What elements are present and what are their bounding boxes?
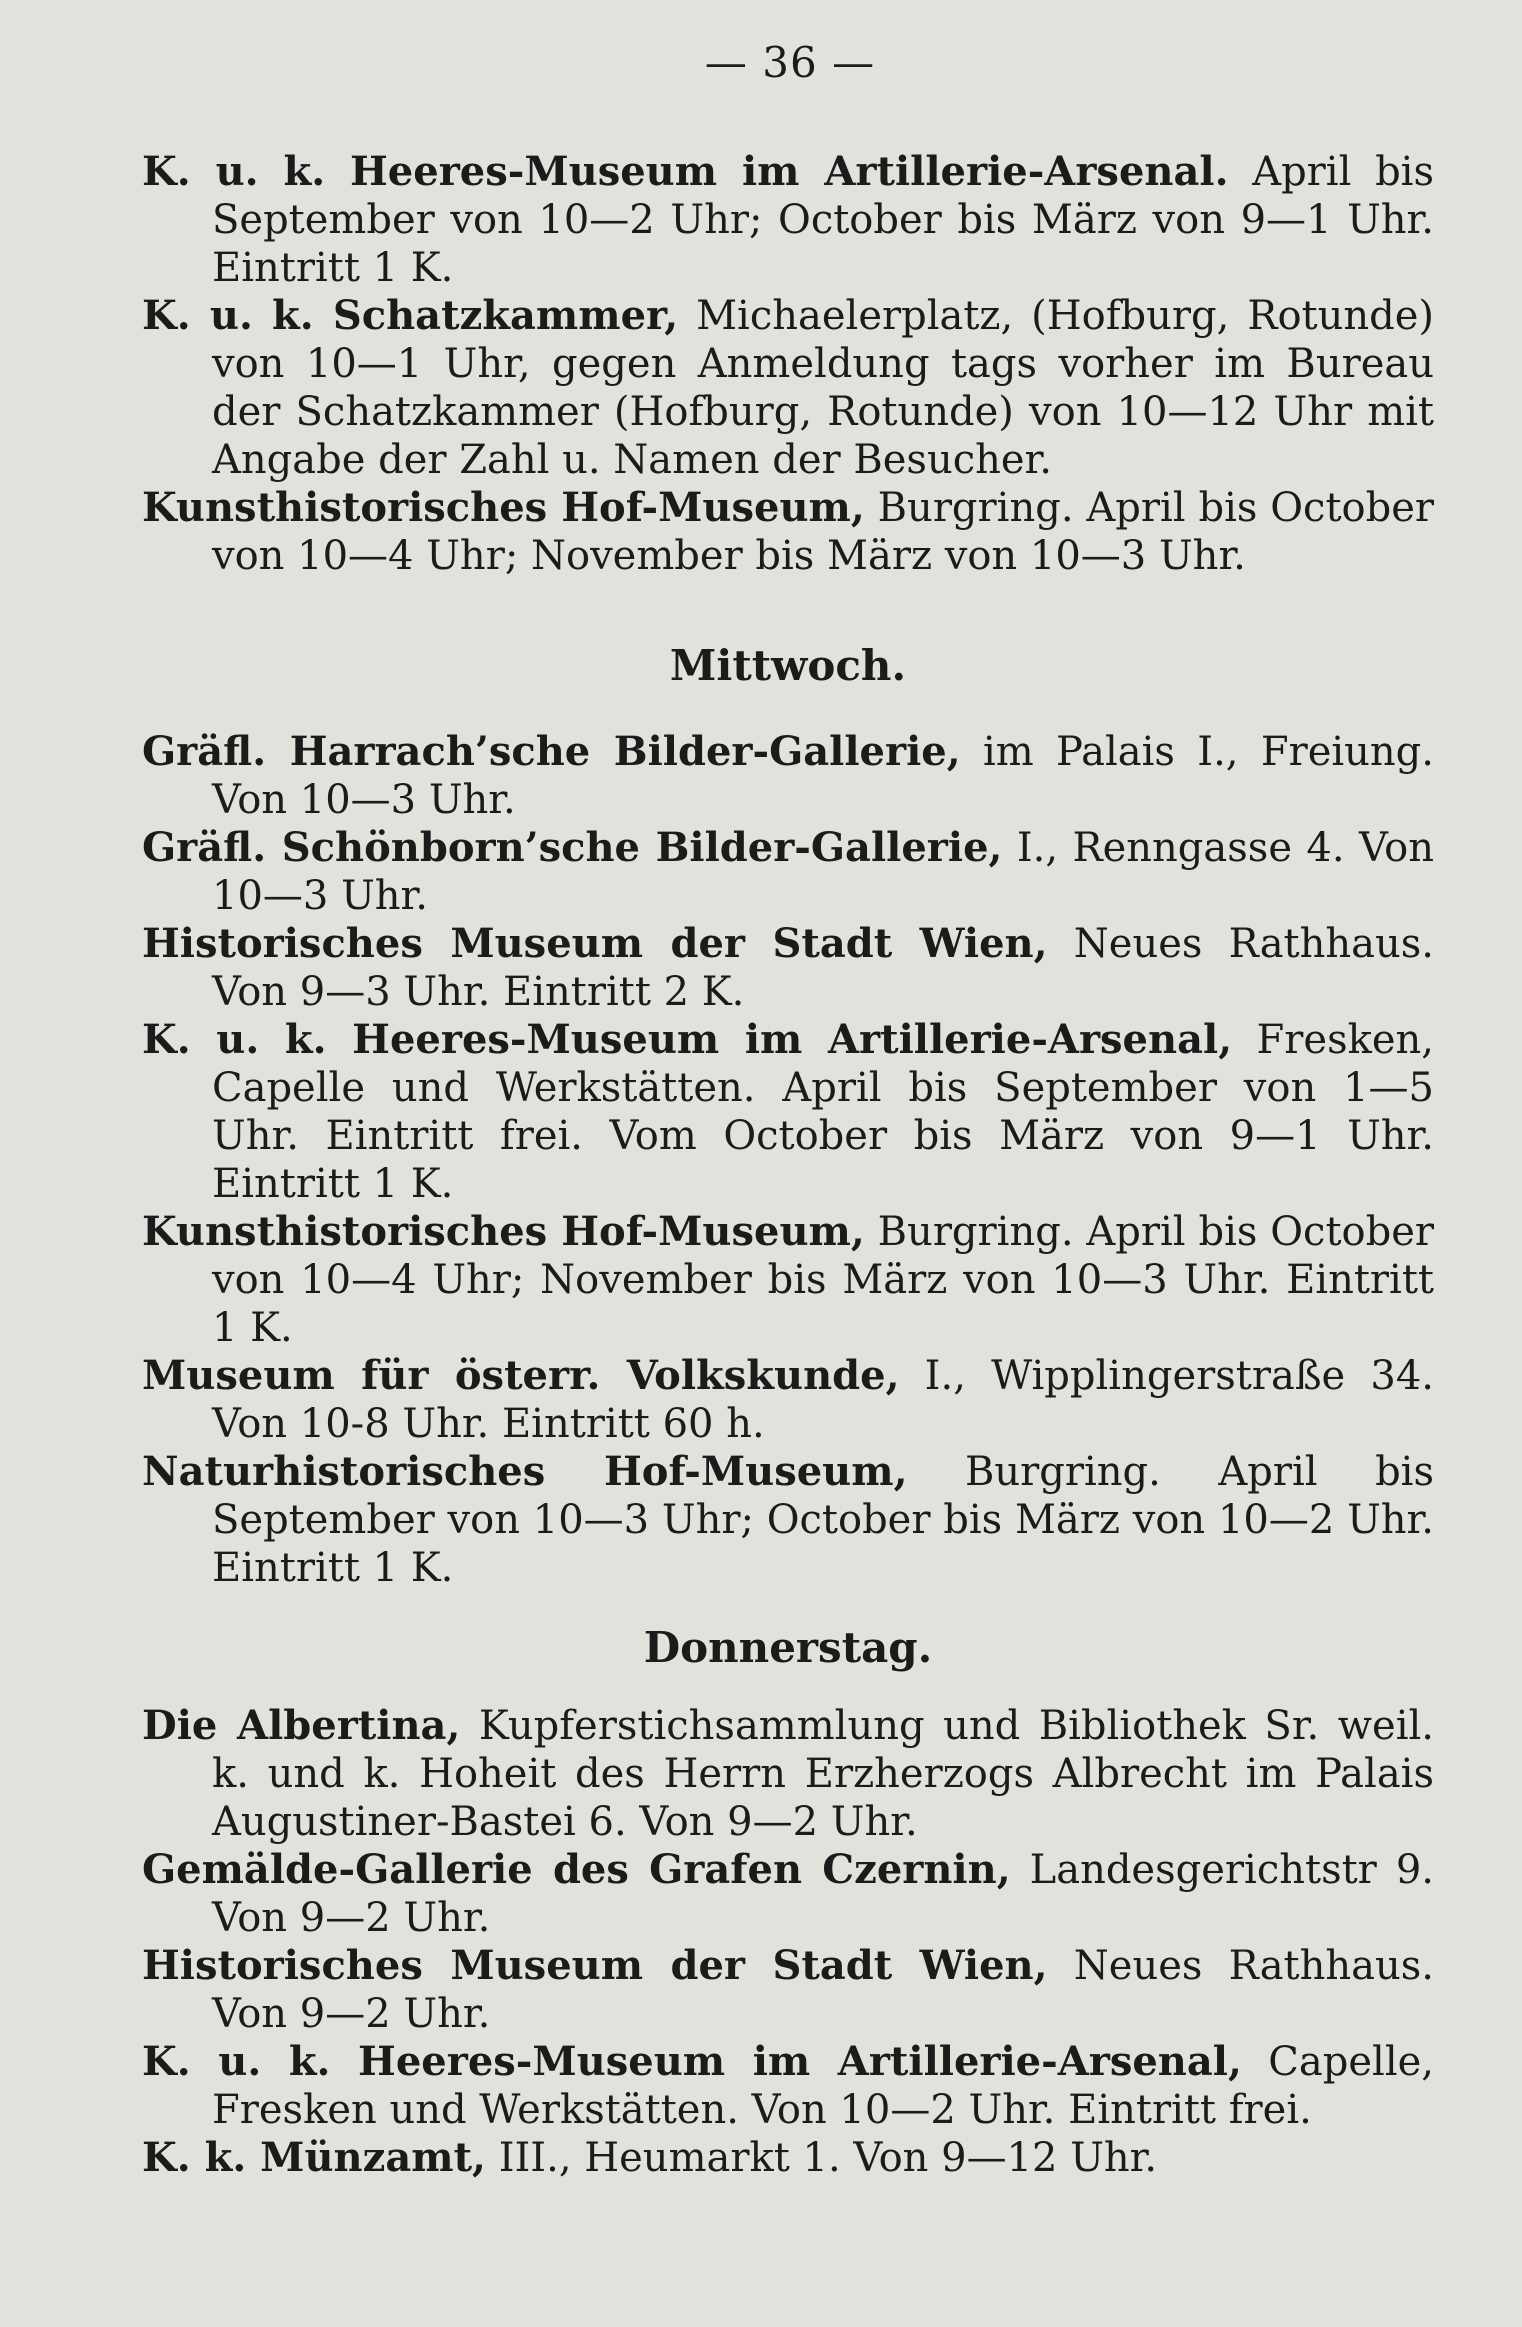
entry: [142, 148, 1434, 292]
entry: [142, 920, 1434, 1016]
entry-name: Historisches Museum der Stadt Wien,: [142, 1942, 1048, 1989]
entry-name: K. u. k. Heeres-Museum im Artillerie-Arsenal.: [142, 148, 1229, 195]
entry-details: Neues Rathhaus. Von 9—3 Uhr. Eintritt 2 K.: [212, 921, 1434, 1015]
entry-details: Fresken, Capelle und Werkstätten. April bis September von 1—5 Uhr. Eintritt frei. Vom October bis März von 9—1 Uhr. Eintritt 1 K.: [212, 1017, 1434, 1207]
entry-name: Kunsthistorisches Hof-Museum,: [142, 1208, 865, 1255]
entry-details: I., Wipplingerstraße 34. Von 10-8 Uhr. Eintritt 60 h.: [212, 1353, 1434, 1447]
entry-name: K. u. k. Heeres-Museum im Artillerie-Arsenal,: [142, 2038, 1242, 2085]
entry-name: Gemälde-Gallerie des Grafen Czernin,: [142, 1846, 1011, 1893]
entry-details: III., Heumarkt 1. Von 9—12 Uhr.: [485, 2135, 1158, 2181]
entry: [142, 1016, 1434, 1208]
entry-name: K. u. k. Heeres-Museum im Artillerie-Arsenal,: [142, 1016, 1233, 1063]
entry-name: Die Albertina,: [142, 1702, 461, 1749]
entry: [142, 2038, 1434, 2134]
entry-name: Historisches Museum der Stadt Wien,: [142, 920, 1048, 967]
section-mittwoch: [142, 642, 1434, 1592]
entry-details: Burgring. April bis September von 10—3 Uhr; October bis März von 10—2 Uhr. Eintritt 1 K.: [212, 1449, 1435, 1591]
entry-details: Landesgerichtstr 9. Von 9—2 Uhr.: [212, 1847, 1434, 1941]
entry-name: Kunsthistorisches Hof-Museum,: [142, 484, 865, 531]
entry: [142, 1352, 1434, 1448]
entry: [142, 484, 1434, 580]
entry-name: Gräfl. Schönborn’sche Bilder-Gallerie,: [142, 824, 1003, 871]
section-continuation: [142, 148, 1434, 580]
section-heading: Mittwoch.: [669, 641, 907, 690]
entry: [142, 292, 1434, 484]
entry-details: Capelle, Fresken und Werkstätten. Von 10—2 Uhr. Eintritt frei.: [212, 2039, 1435, 2133]
entry-details: Burgring. April bis October von 10—4 Uhr; November bis März von 10—3 Uhr.: [212, 485, 1434, 579]
page-content: [142, 148, 1434, 2182]
entry-details: Neues Rathhaus. Von 9—2 Uhr.: [212, 1943, 1434, 2037]
entry-name: Naturhistorisches Hof-Museum,: [142, 1448, 908, 1495]
entry-details: April bis September von 10—2 Uhr; October bis März von 9—1 Uhr. Eintritt 1 K.: [212, 149, 1434, 291]
entry: [142, 1702, 1434, 1846]
entry-details: Burgring. April bis October von 10—4 Uhr; November bis März von 10—3 Uhr. Eintritt 1 K.: [212, 1209, 1434, 1351]
entry-name: Museum für österr. Volkskunde,: [142, 1352, 900, 1399]
entry: [142, 1942, 1434, 2038]
section-donnerstag: [142, 1624, 1434, 2182]
entry: [142, 1448, 1434, 1592]
entry-name: K. k. Münzamt,: [142, 2134, 486, 2181]
section-heading: Donnerstag.: [643, 1623, 933, 1672]
entry: [142, 1208, 1434, 1352]
entry-name: K. u. k. Schatzkammer,: [142, 292, 679, 339]
entry: [142, 824, 1434, 920]
entry-details: im Palais I., Freiung. Von 10—3 Uhr.: [212, 729, 1434, 823]
entry: [142, 728, 1434, 824]
entry: [142, 2134, 1434, 2182]
entry-details: Kupferstichsammlung und Bibliothek Sr. weil. k. und k. Hoheit des Herrn Erzherzogs Albrecht im Palais Augustiner-Bastei 6. Von 9—2 Uhr.: [212, 1703, 1434, 1845]
entry: [142, 1846, 1434, 1942]
entry-details: Michaelerplatz, (Hofburg, Rotunde) von 10—1 Uhr, gegen Anmeldung tags vorher im Bureau der Schatzkammer (Hofburg, Rotunde) von 10—12 Uhr mit Angabe der Zahl u. Namen der Besucher.: [212, 293, 1435, 483]
entry-name: Gräfl. Harrach’sche Bilder-Gallerie,: [142, 728, 961, 775]
page-number: — 36 —: [704, 38, 876, 87]
entry-details: I., Renngasse 4. Von 10—3 Uhr.: [212, 825, 1435, 919]
